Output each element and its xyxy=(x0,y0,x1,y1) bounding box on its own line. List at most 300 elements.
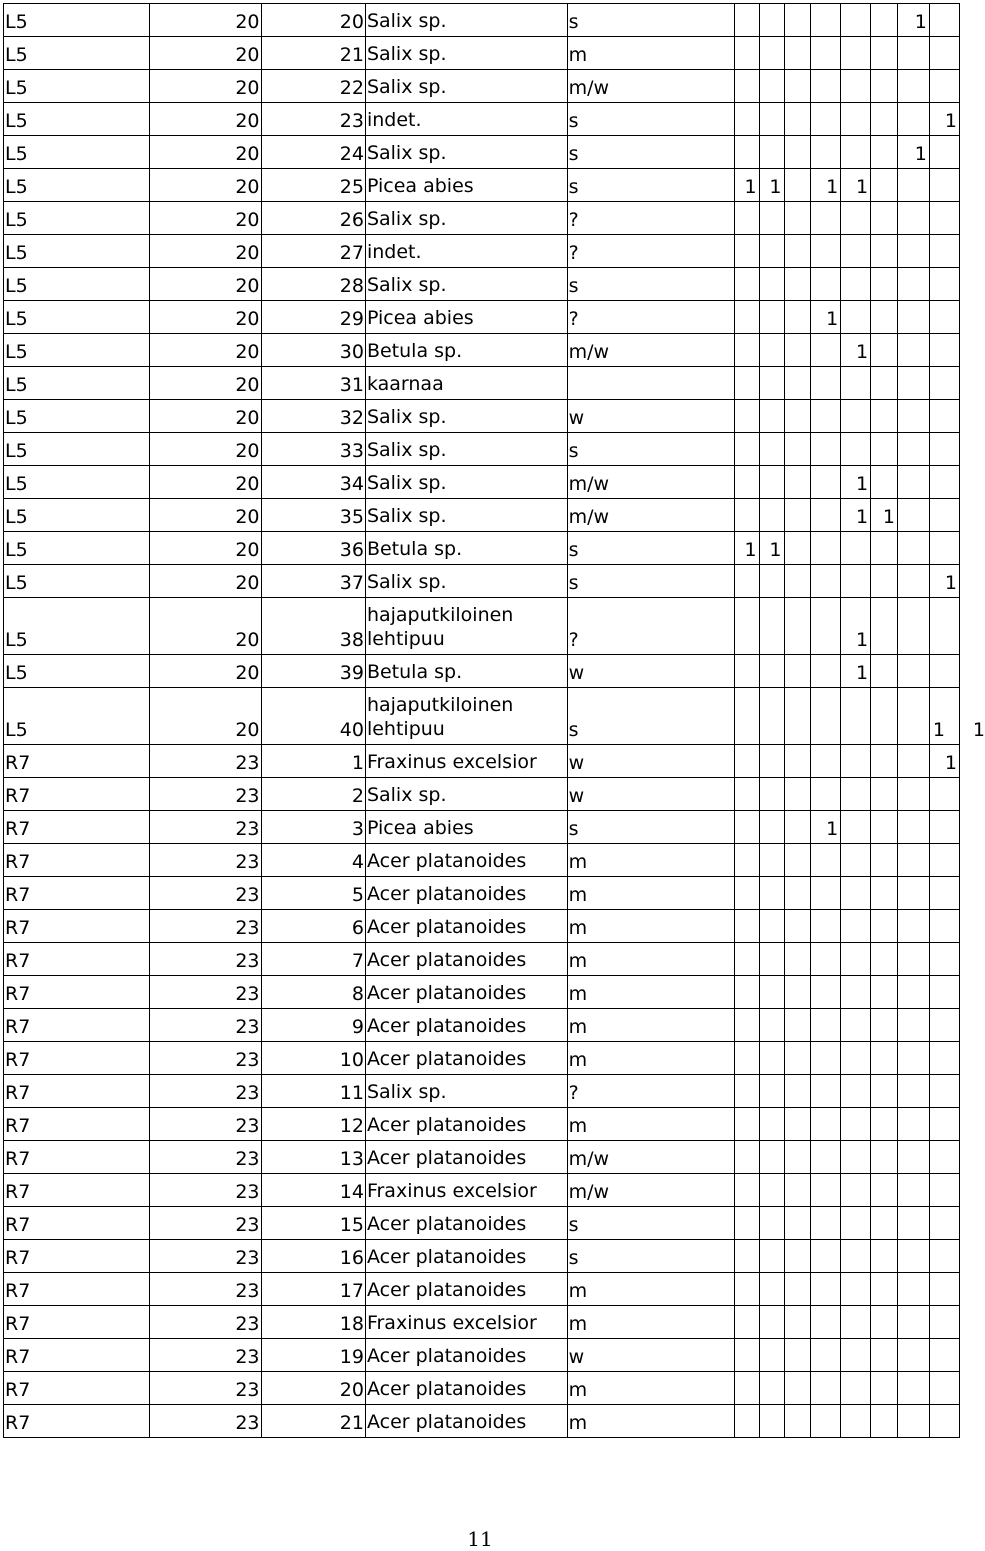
count-cell xyxy=(871,943,898,976)
class-cell: s xyxy=(567,688,734,745)
count-cell xyxy=(841,37,871,70)
number-cell: 31 xyxy=(261,367,365,400)
count-cell xyxy=(784,1405,811,1438)
species-cell: Acer platanoides xyxy=(365,877,567,910)
count-cell xyxy=(784,688,811,745)
count-cell xyxy=(929,811,959,844)
class-cell: m xyxy=(567,976,734,1009)
count-cell xyxy=(898,1174,930,1207)
count-cell xyxy=(898,1042,930,1075)
count-cell xyxy=(929,1207,959,1240)
table-row xyxy=(4,268,960,301)
site-cell: R7 xyxy=(4,910,150,943)
count-cell xyxy=(759,1306,784,1339)
table-row xyxy=(4,877,960,910)
count-cell xyxy=(811,466,841,499)
count-cell xyxy=(811,1174,841,1207)
count-cell: 1 xyxy=(759,169,784,202)
count-cell xyxy=(759,466,784,499)
count-cell xyxy=(898,976,930,1009)
site-cell: R7 xyxy=(4,1075,150,1108)
count-cell xyxy=(929,169,959,202)
count-cell xyxy=(811,334,841,367)
count-cell xyxy=(759,70,784,103)
count-cell xyxy=(734,943,759,976)
count-cell xyxy=(811,1108,841,1141)
count-cell xyxy=(734,136,759,169)
count-cell xyxy=(784,1108,811,1141)
count-cell: 1 xyxy=(871,499,898,532)
count-cell xyxy=(759,943,784,976)
count-cell xyxy=(871,334,898,367)
site-cell: R7 xyxy=(4,745,150,778)
count-cell xyxy=(759,1273,784,1306)
count-cell xyxy=(759,877,784,910)
count-cell xyxy=(811,202,841,235)
count-cell xyxy=(929,400,959,433)
count-cell xyxy=(759,655,784,688)
count-cell xyxy=(929,877,959,910)
site-cell: R7 xyxy=(4,1339,150,1372)
count-cell xyxy=(784,466,811,499)
number-cell: 21 xyxy=(261,37,365,70)
count-cell xyxy=(811,778,841,811)
table-row xyxy=(4,655,960,688)
count-cell xyxy=(759,268,784,301)
count-cell xyxy=(841,1339,871,1372)
plot-cell: 23 xyxy=(150,1207,261,1240)
plot-cell: 23 xyxy=(150,811,261,844)
count-cell xyxy=(784,433,811,466)
count-cell xyxy=(759,1075,784,1108)
count-cell xyxy=(898,1009,930,1042)
count-cell xyxy=(841,268,871,301)
count-cell xyxy=(871,1009,898,1042)
count-cell xyxy=(898,778,930,811)
count-cell xyxy=(841,1075,871,1108)
count-cell xyxy=(898,1108,930,1141)
count-cell xyxy=(734,37,759,70)
count-cell xyxy=(759,745,784,778)
count-cell xyxy=(929,367,959,400)
table-row xyxy=(4,1306,960,1339)
count-cell xyxy=(871,103,898,136)
number-cell: 7 xyxy=(261,943,365,976)
count-cell xyxy=(871,745,898,778)
plot-cell: 20 xyxy=(150,598,261,655)
count-cell xyxy=(734,1174,759,1207)
count-cell xyxy=(841,943,871,976)
plot-cell: 20 xyxy=(150,565,261,598)
species-cell: Salix sp. xyxy=(365,136,567,169)
count-cell xyxy=(929,943,959,976)
count-cell xyxy=(841,1405,871,1438)
count-cell xyxy=(811,70,841,103)
site-cell: L5 xyxy=(4,688,150,745)
count-cell: 1 xyxy=(898,4,930,37)
count-cell xyxy=(811,400,841,433)
count-cell xyxy=(841,1141,871,1174)
count-cell xyxy=(759,1405,784,1438)
count-cell xyxy=(784,202,811,235)
count-cell xyxy=(871,1042,898,1075)
class-cell: s xyxy=(567,433,734,466)
table-row xyxy=(4,811,960,844)
count-cell xyxy=(929,532,959,565)
count-cell xyxy=(898,910,930,943)
page-number: 11 xyxy=(467,1527,493,1551)
number-cell: 32 xyxy=(261,400,365,433)
plot-cell: 23 xyxy=(150,1405,261,1438)
site-cell: L5 xyxy=(4,433,150,466)
count-cell xyxy=(784,70,811,103)
count-cell xyxy=(784,655,811,688)
count-cell xyxy=(734,1306,759,1339)
class-cell: m xyxy=(567,1273,734,1306)
count-cell xyxy=(784,169,811,202)
table-row xyxy=(4,1075,960,1108)
count-cell xyxy=(929,688,985,745)
species-cell: Acer platanoides xyxy=(365,1339,567,1372)
number-cell: 16 xyxy=(261,1240,365,1273)
count-cell xyxy=(811,1273,841,1306)
count-cell xyxy=(841,235,871,268)
number-cell: 26 xyxy=(261,202,365,235)
site-cell: R7 xyxy=(4,1174,150,1207)
plot-cell: 23 xyxy=(150,1108,261,1141)
count-cell: 1 xyxy=(759,532,784,565)
count-cell xyxy=(841,1306,871,1339)
count-cell xyxy=(759,1207,784,1240)
count-cell xyxy=(784,136,811,169)
count-cell xyxy=(871,1108,898,1141)
count-cell xyxy=(734,1240,759,1273)
count-cell xyxy=(759,565,784,598)
count-cell xyxy=(929,1009,959,1042)
count-cell xyxy=(784,235,811,268)
number-cell: 5 xyxy=(261,877,365,910)
count-cell xyxy=(871,4,898,37)
count-cell xyxy=(734,202,759,235)
class-cell: m/w xyxy=(567,499,734,532)
count-cell xyxy=(871,778,898,811)
count-cell xyxy=(871,268,898,301)
count-cell xyxy=(898,301,930,334)
count-cell xyxy=(784,778,811,811)
class-cell: m xyxy=(567,1306,734,1339)
number-cell: 37 xyxy=(261,565,365,598)
count-cell xyxy=(871,811,898,844)
count-cell xyxy=(811,1405,841,1438)
count-cell xyxy=(784,301,811,334)
table-row xyxy=(4,1009,960,1042)
count-cell xyxy=(734,1339,759,1372)
species-cell: Salix sp. xyxy=(365,565,567,598)
species-cell: Fraxinus excelsior xyxy=(365,1306,567,1339)
count-cell xyxy=(811,655,841,688)
site-cell: L5 xyxy=(4,169,150,202)
table-row xyxy=(4,169,960,202)
class-cell: m/w xyxy=(567,1174,734,1207)
plot-cell: 20 xyxy=(150,466,261,499)
count-cell xyxy=(929,1372,959,1405)
count-cell xyxy=(784,532,811,565)
count-cell xyxy=(811,844,841,877)
table-row xyxy=(4,943,960,976)
count-extra: 1 xyxy=(972,719,985,741)
count-cell xyxy=(841,4,871,37)
table-row xyxy=(4,910,960,943)
count-cell: 1 xyxy=(811,301,841,334)
count-cell xyxy=(734,565,759,598)
count-cell xyxy=(841,910,871,943)
species-cell: Salix sp. xyxy=(365,202,567,235)
number-cell: 19 xyxy=(261,1339,365,1372)
count-cell xyxy=(929,1141,959,1174)
species-cell: Betula sp. xyxy=(365,532,567,565)
count-cell xyxy=(734,1405,759,1438)
count-cell xyxy=(871,877,898,910)
count-cell: 1 xyxy=(929,745,959,778)
count-cell xyxy=(759,37,784,70)
table-row xyxy=(4,976,960,1009)
table-row xyxy=(4,1108,960,1141)
number-cell: 24 xyxy=(261,136,365,169)
count-cell xyxy=(784,103,811,136)
count-cell xyxy=(898,745,930,778)
count-cell xyxy=(898,499,930,532)
number-cell: 29 xyxy=(261,301,365,334)
count-cell xyxy=(929,1042,959,1075)
count-cell xyxy=(759,136,784,169)
number-cell: 18 xyxy=(261,1306,365,1339)
count-cell xyxy=(898,103,930,136)
plot-cell: 23 xyxy=(150,1339,261,1372)
count-cell xyxy=(811,268,841,301)
plot-cell: 20 xyxy=(150,655,261,688)
count-cell xyxy=(811,1207,841,1240)
count-cell xyxy=(734,334,759,367)
species-cell: Fraxinus excelsior xyxy=(365,1174,567,1207)
count-cell xyxy=(898,688,930,745)
count-cell xyxy=(734,1075,759,1108)
class-cell: m xyxy=(567,1042,734,1075)
class-cell xyxy=(567,367,734,400)
plot-cell: 20 xyxy=(150,334,261,367)
table-row xyxy=(4,1240,960,1273)
count-cell xyxy=(898,532,930,565)
count-cell xyxy=(784,37,811,70)
count-cell xyxy=(734,1141,759,1174)
count-cell xyxy=(898,268,930,301)
class-cell: ? xyxy=(567,1075,734,1108)
species-cell: Acer platanoides xyxy=(365,1372,567,1405)
count-cell xyxy=(841,565,871,598)
number-cell: 9 xyxy=(261,1009,365,1042)
count-cell xyxy=(811,367,841,400)
table-row xyxy=(4,70,960,103)
class-cell: w xyxy=(567,1339,734,1372)
number-cell: 14 xyxy=(261,1174,365,1207)
count-cell xyxy=(898,367,930,400)
count-value: 1 xyxy=(932,719,945,741)
count-cell xyxy=(871,688,898,745)
plot-cell: 20 xyxy=(150,268,261,301)
table-row xyxy=(4,499,960,532)
count-cell xyxy=(784,877,811,910)
count-cell xyxy=(759,1042,784,1075)
class-cell: s xyxy=(567,1240,734,1273)
class-cell: m xyxy=(567,844,734,877)
count-cell xyxy=(759,844,784,877)
count-cell xyxy=(759,1339,784,1372)
number-cell: 13 xyxy=(261,1141,365,1174)
site-cell: L5 xyxy=(4,301,150,334)
count-cell xyxy=(784,1075,811,1108)
count-cell xyxy=(759,811,784,844)
count-cell xyxy=(841,1240,871,1273)
count-cell xyxy=(929,976,959,1009)
class-cell: s xyxy=(567,136,734,169)
species-cell: Acer platanoides xyxy=(365,1141,567,1174)
class-cell: s xyxy=(567,4,734,37)
number-cell: 20 xyxy=(261,1372,365,1405)
class-cell: m xyxy=(567,1405,734,1438)
species-cell: Salix sp. xyxy=(365,778,567,811)
species-cell: hajaputkiloinen lehtipuu xyxy=(365,688,567,745)
count-cell xyxy=(841,1108,871,1141)
site-cell: R7 xyxy=(4,976,150,1009)
count-cell xyxy=(784,1009,811,1042)
class-cell: m xyxy=(567,1372,734,1405)
count-cell xyxy=(871,367,898,400)
count-cell xyxy=(759,910,784,943)
class-cell: s xyxy=(567,169,734,202)
count-cell xyxy=(759,400,784,433)
count-cell xyxy=(871,169,898,202)
count-cell xyxy=(898,37,930,70)
count-cell xyxy=(734,877,759,910)
table-row xyxy=(4,4,960,37)
count-cell xyxy=(929,136,959,169)
plot-cell: 20 xyxy=(150,202,261,235)
site-cell: L5 xyxy=(4,70,150,103)
plot-cell: 20 xyxy=(150,499,261,532)
class-cell: w xyxy=(567,400,734,433)
number-cell: 2 xyxy=(261,778,365,811)
count-cell xyxy=(784,1174,811,1207)
class-cell: m/w xyxy=(567,334,734,367)
count-cell xyxy=(841,976,871,1009)
count-cell xyxy=(871,202,898,235)
count-cell xyxy=(871,1141,898,1174)
count-cell xyxy=(841,532,871,565)
class-cell: s xyxy=(567,811,734,844)
count-cell xyxy=(871,37,898,70)
count-cell xyxy=(759,334,784,367)
site-cell: L5 xyxy=(4,598,150,655)
count-cell xyxy=(841,1174,871,1207)
count-cell xyxy=(759,976,784,1009)
class-cell: m/w xyxy=(567,70,734,103)
count-cell xyxy=(784,976,811,1009)
count-cell xyxy=(871,1306,898,1339)
site-cell: R7 xyxy=(4,1306,150,1339)
count-cell xyxy=(898,1273,930,1306)
count-cell xyxy=(759,367,784,400)
table-row xyxy=(4,400,960,433)
count-cell xyxy=(898,877,930,910)
count-cell xyxy=(759,1240,784,1273)
count-cell xyxy=(734,688,759,745)
plot-cell: 20 xyxy=(150,169,261,202)
species-cell: Acer platanoides xyxy=(365,1207,567,1240)
count-cell xyxy=(759,433,784,466)
class-cell: s xyxy=(567,532,734,565)
count-cell xyxy=(811,37,841,70)
plot-cell: 20 xyxy=(150,70,261,103)
site-cell: R7 xyxy=(4,1141,150,1174)
count-cell xyxy=(734,910,759,943)
count-cell xyxy=(871,433,898,466)
count-cell xyxy=(734,400,759,433)
count-cell xyxy=(898,466,930,499)
table-row xyxy=(4,1372,960,1405)
plot-cell: 20 xyxy=(150,367,261,400)
count-cell xyxy=(841,1372,871,1405)
count-cell: 1 xyxy=(841,499,871,532)
species-cell: Acer platanoides xyxy=(365,1240,567,1273)
count-cell xyxy=(811,532,841,565)
count-cell xyxy=(784,1141,811,1174)
class-cell: m/w xyxy=(567,1141,734,1174)
count-cell xyxy=(898,811,930,844)
number-cell: 30 xyxy=(261,334,365,367)
plot-cell: 20 xyxy=(150,301,261,334)
site-cell: L5 xyxy=(4,367,150,400)
count-cell xyxy=(784,598,811,655)
count-cell xyxy=(898,1306,930,1339)
count-cell xyxy=(929,70,959,103)
count-cell xyxy=(871,1339,898,1372)
count-cell xyxy=(784,4,811,37)
site-cell: R7 xyxy=(4,1108,150,1141)
site-cell: L5 xyxy=(4,4,150,37)
count-cell: 1 xyxy=(841,334,871,367)
count-cell xyxy=(871,1075,898,1108)
count-cell xyxy=(871,565,898,598)
count-cell xyxy=(898,202,930,235)
site-cell: R7 xyxy=(4,1042,150,1075)
count-cell: 1 xyxy=(841,169,871,202)
count-cell xyxy=(734,1273,759,1306)
table-row xyxy=(4,136,960,169)
count-cell xyxy=(734,4,759,37)
site-cell: L5 xyxy=(4,334,150,367)
count-cell xyxy=(784,499,811,532)
table-body xyxy=(4,4,985,1438)
count-cell xyxy=(734,367,759,400)
plot-cell: 23 xyxy=(150,943,261,976)
count-cell xyxy=(784,565,811,598)
count-cell xyxy=(898,1141,930,1174)
count-cell xyxy=(759,103,784,136)
count-cell xyxy=(734,268,759,301)
table-row xyxy=(4,466,960,499)
count-cell xyxy=(841,103,871,136)
count-cell xyxy=(811,598,841,655)
count-cell xyxy=(898,943,930,976)
